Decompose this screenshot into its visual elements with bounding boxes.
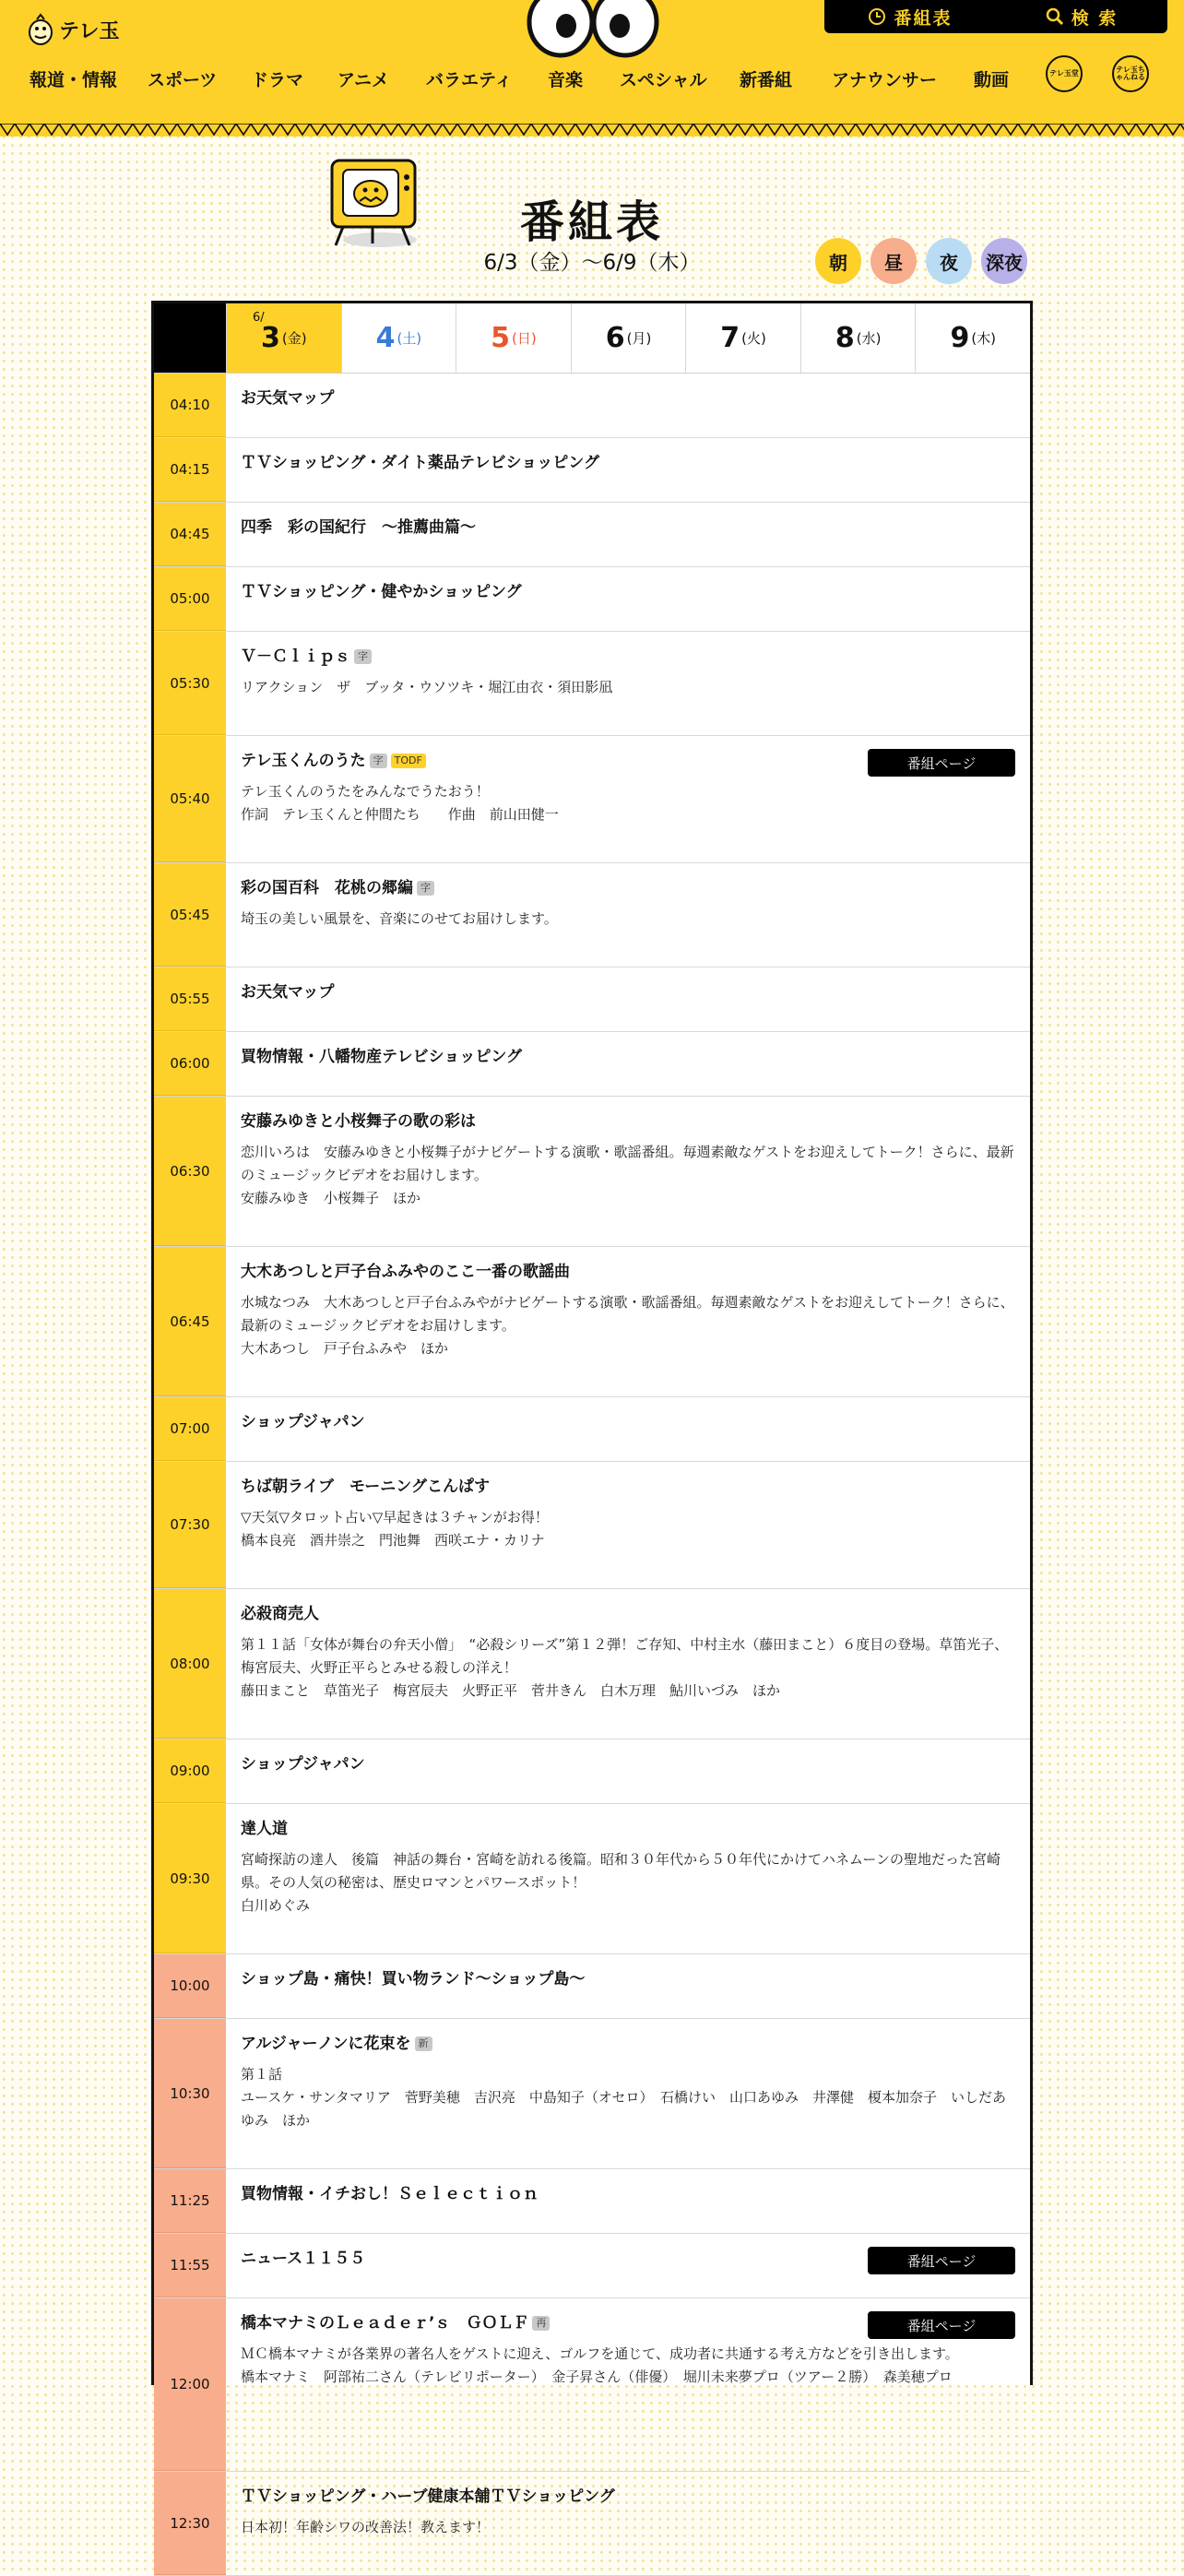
program-body [226,2234,1030,2297]
teletama-channel-badge[interactable]: テレ玉ちゃんねる [1112,55,1149,92]
program-title-text: ＴＶショッピング・ハーブ健康本舗ＴＶショッピング [241,2487,615,2506]
day-tab-6[interactable] [915,303,1030,373]
day-number: 8 [835,322,855,354]
program-description-line: 日本初！年齢シワの改善法！教えます！ [241,2519,491,2535]
program-description-line: テレ玉くんのうたをみんなでうたおう！ [241,783,490,800]
program-body [226,503,1030,566]
program-title-text: 彩の国百科 花桃の郷編 [241,879,413,897]
clock-icon [868,7,886,26]
program-title[interactable] [241,1262,1015,1282]
nav-anime[interactable]: アニメ [337,70,390,90]
day-weekday: (月) [626,330,652,347]
program-description [241,2063,1015,2132]
program-description-line: 橋本マナミ 阿部祐二さん（テレビリポーター） 金子昇さん（俳優） 堀川未来夢プロ（ツアー２勝） 森美穂プロ [241,2368,953,2385]
day-tab-2[interactable] [456,303,571,373]
program-description [241,780,1015,826]
program-row[interactable] [154,2234,1030,2298]
date-range: 6/3（金）〜6/9（木） [483,251,701,275]
program-description [241,1291,1015,1360]
program-row[interactable] [154,2019,1030,2169]
program-body [226,1954,1030,2018]
header-zigzag-edge [0,124,1184,138]
program-time: 07:00 [154,1397,226,1461]
program-body [226,438,1030,502]
schedule-link-label: 番組表 [894,7,953,29]
program-list [154,374,1030,2576]
program-description-line: 橋本良亮 酒井崇之 門池舞 西咲エナ・カリナ [241,1532,545,1549]
program-page-button[interactable]: 番組ページ [868,2311,1015,2339]
day-number: 7 [720,322,740,354]
noon-button[interactable]: 昼 [870,238,917,284]
program-body [226,1097,1030,1246]
program-description-line: 恋川いろは 安藤みゆきと小桜舞子がナビゲートする演歌・歌謡番組。毎週素敵なゲストをお迎えしてトーク！さらに、最新のミュージックビデオをお届けします。 [241,1144,1014,1183]
program-description-line: ▽天気▽タロット占い▽早起きは３チャンがお得！ [241,1509,549,1525]
nav-news[interactable]: 報道・情報 [30,70,118,90]
program-description [241,2516,1015,2539]
program-body [226,632,1030,735]
program-body [226,1804,1030,1953]
program-description-line: リアクション ザ ブッタ・ウソツキ・堀江由衣・須田影凪 [241,679,613,695]
nav-special[interactable]: スペシャル [620,70,707,90]
program-row[interactable] [154,632,1030,736]
program-time: 09:00 [154,1739,226,1803]
program-title-text: ＴＶショッピング・ダイト薬品テレビショッピング [241,454,599,472]
program-row[interactable] [154,1032,1030,1097]
program-time: 11:55 [154,2234,226,2297]
program-row[interactable] [154,1954,1030,2019]
day-tabs-corner [154,303,226,373]
program-title-text: ショップ島・痛快！買い物ランド～ショップ島～ [241,1970,586,1988]
program-description [241,1506,1015,1552]
program-title[interactable] [241,1047,1015,1067]
program-body [226,567,1030,631]
main-nav [0,66,1184,94]
program-title[interactable] [241,1969,1015,1989]
program-body [226,1247,1030,1396]
program-title[interactable] [241,647,1015,667]
program-title-text: お天気マップ [241,389,335,408]
day-weekday: (火) [741,330,766,347]
program-description-line: 大木あつし 戸子台ふみや ほか [241,1340,449,1357]
day-weekday: (金) [281,330,307,347]
schedule-link[interactable] [824,5,996,30]
program-title[interactable] [241,2184,1015,2204]
program-time: 08:00 [154,1589,226,1739]
program-body [226,374,1030,437]
nav-drama[interactable]: ドラマ [251,70,304,90]
program-row[interactable] [154,736,1030,863]
program-description [241,908,1015,931]
day-month: 6/ [253,311,265,325]
program-title-text: テレ玉くんのうた [241,752,366,770]
program-body [226,967,1030,1031]
program-title-text: 四季 彩の国紀行 ～推薦曲篇～ [241,518,476,537]
program-title[interactable] [241,1819,1015,1839]
program-title[interactable] [241,982,1015,1003]
program-title-text: ショップジャパン [241,1413,365,1431]
program-description-line: 藤田まこと 草笛光子 梅宮辰夫 火野正平 菅井きん 白木万理 鮎川いづみ ほか [241,1682,781,1699]
program-title[interactable] [241,517,1015,538]
day-number: 5 [491,322,511,354]
evening-button[interactable]: 夜 [926,238,972,284]
program-time: 05:55 [154,967,226,1031]
program-time: 05:40 [154,736,226,862]
day-weekday: (水) [856,330,882,347]
program-tag: 再 [532,2316,550,2331]
page-title: 番組表 [519,196,664,248]
program-time: 11:25 [154,2169,226,2233]
program-description-line: ＭＣ橋本マナミが各業界の著名人をゲストに迎え、ゴルフを通じて、成功者に共通する考え方などを引き出します。 [241,2345,959,2362]
program-time: 12:00 [154,2298,226,2471]
program-row[interactable] [154,2298,1030,2472]
day-tab-3[interactable] [571,303,686,373]
program-description [241,676,1015,699]
program-description [241,1848,1015,1917]
program-description-line: 埼玉の美しい風景を、音楽にのせてお届けします。 [241,910,558,927]
program-time: 07:30 [154,1462,226,1588]
program-description-line: 第１話 [241,2066,283,2083]
teletama-mascot-icon [28,13,53,46]
program-row[interactable] [154,2169,1030,2234]
program-title[interactable] [241,1111,1015,1132]
program-title-text: Ｖ－Ｃｌｉｐｓ [241,647,350,666]
program-title-text: ちば朝ライブ モーニングこんぱす [241,1478,490,1496]
program-body [226,1397,1030,1461]
program-body [226,1462,1030,1588]
program-row[interactable] [154,1097,1030,1247]
program-title-text: 必殺商売人 [241,1605,319,1623]
program-description-line: 宮崎探訪の達人 後篇 神話の舞台・宮崎を訪れる後篇。昭和３０年代から５０年代にかけてハネムーンの聖地だった宮崎県。その人気の秘密は、歴史ロマンとパワースポット！ [241,1851,1000,1891]
program-title[interactable] [241,1604,1015,1624]
program-row[interactable] [154,863,1030,967]
program-time: 04:10 [154,374,226,437]
program-title-text: 安藤みゆきと小桜舞子の歌の彩は [241,1112,476,1131]
program-time: 04:15 [154,438,226,502]
program-time: 06:30 [154,1097,226,1246]
program-row[interactable] [154,1804,1030,1954]
search-link-label: 検 索 [1071,7,1119,29]
program-time: 05:45 [154,863,226,967]
program-row[interactable] [154,1739,1030,1804]
program-description [241,2343,1015,2389]
mascot-eyes-icon [524,0,662,57]
day-tab-0[interactable] [226,303,341,373]
program-body [226,2472,1030,2575]
program-row[interactable] [154,503,1030,567]
program-title-text: 橋本マナミのＬｅａｄｅｒ’ｓ ＧＯＬＦ [241,2314,529,2333]
morning-button[interactable]: 朝 [815,238,861,284]
program-title-text: お天気マップ [241,983,335,1002]
program-body [226,1589,1030,1739]
program-time: 05:00 [154,567,226,631]
program-page-button[interactable]: 番組ページ [868,749,1015,777]
program-description-line: ユースケ・サンタマリア 菅野美穂 吉沢亮 中島知子（オセロ） 石橋けい 山口あゆみ 井澤健 榎本加奈子 いしだあゆみ ほか [241,2089,1006,2129]
program-time: 05:30 [154,632,226,735]
program-time: 06:45 [154,1247,226,1396]
tv-mascot-icon [325,155,426,249]
program-description [241,1633,1015,1703]
day-tabs [154,303,1030,374]
program-row[interactable] [154,1247,1030,1397]
program-description [241,1141,1015,1210]
logo-text: テレ玉 [59,19,120,43]
program-title[interactable] [241,1412,1015,1432]
day-number: 4 [375,322,396,354]
program-row[interactable] [154,1397,1030,1462]
day-weekday: (日) [512,330,537,347]
program-row[interactable] [154,567,1030,632]
day-tab-1[interactable] [341,303,456,373]
day-weekday: (土) [397,330,422,347]
program-title[interactable] [241,1477,1015,1497]
teletama-do-badge[interactable]: テレ玉堂 [1046,55,1083,92]
program-title-text: ショップジャパン [241,1755,365,1774]
program-title-text: アルジャーノンに花束を [241,2035,411,2053]
late-night-button[interactable]: 深夜 [981,238,1027,284]
program-tag: 字 [417,881,434,896]
nav-video[interactable]: 動画 [974,70,1010,90]
program-time: 06:00 [154,1032,226,1096]
program-tag: 字 [370,754,387,768]
program-description-line: 安藤みゆき 小桜舞子 ほか [241,1190,421,1206]
program-description-line: 作詞 テレ玉くんと仲間たち 作曲 前山田健一 [241,806,559,823]
nav-sports[interactable]: スポーツ [148,70,218,90]
day-number: 6 [605,322,625,354]
program-description-line: 第１１話「女体が舞台の弁天小僧」 “必殺シリーズ”第１２弾！ご存知、中村主水（藤田まこと）６度目の登場。草笛光子、梅宮辰夫、火野正平らとみせる殺しの洋え！ [241,1636,1009,1676]
program-time: 12:30 [154,2472,226,2575]
program-row[interactable] [154,1462,1030,1589]
nav-new-programs[interactable]: 新番組 [740,70,793,90]
program-title[interactable] [241,582,1015,602]
program-title[interactable] [241,2487,1015,2507]
site-header [0,0,1184,137]
program-time: 10:00 [154,1954,226,2018]
program-title[interactable] [241,2034,1015,2054]
day-weekday: (木) [971,330,997,347]
program-title-text: 買物情報・八幡物産テレビショッピング [241,1048,522,1066]
program-body [226,2298,1030,2471]
program-row[interactable] [154,438,1030,503]
program-description-line: 白川めぐみ [241,1897,311,1914]
day-number: 9 [950,322,970,354]
program-body [226,1739,1030,1803]
program-body [226,2169,1030,2233]
program-title-text: ニュース１１５５ [241,2250,366,2268]
search-icon [1046,7,1064,26]
program-body [226,863,1030,967]
nav-announcer[interactable]: アナウンサー [832,70,938,90]
program-body [226,736,1030,862]
program-page-button[interactable]: 番組ページ [868,2247,1015,2274]
nav-music[interactable]: 音楽 [548,70,584,90]
program-title[interactable] [241,878,1015,898]
program-tag: 字 [354,649,372,664]
program-tag: 新 [415,2036,432,2051]
program-description-line: 水城なつみ 大木あつしと戸子台ふみやがナビゲートする演歌・歌謡番組。毎週素敵なゲストをお迎えしてトーク！さらに、最新のミュージックビデオをお届けします。 [241,1294,1014,1334]
program-row[interactable] [154,967,1030,1032]
day-tab-4[interactable] [685,303,800,373]
program-title[interactable] [241,388,1015,409]
program-title[interactable] [241,1754,1015,1775]
program-title-text: 達人道 [241,1820,288,1838]
program-time: 09:30 [154,1804,226,1953]
day-number: 3 [260,322,280,354]
nav-variety[interactable]: バラエティ [426,70,513,90]
program-time: 04:45 [154,503,226,566]
site-logo[interactable] [28,13,120,46]
program-title-text: 買物情報・イチおし！Ｓｅｌｅｃｔｉｏｎ [241,2185,539,2203]
program-body [226,1032,1030,1096]
program-title-text: 大木あつしと戸子台ふみやのここ一番の歌謡曲 [241,1263,570,1281]
program-tag: TODF [391,754,426,768]
time-of-day-buttons [815,238,1027,284]
program-row[interactable] [154,1589,1030,1739]
schedule-grid [151,301,1033,2535]
top-toolbar [824,0,1167,33]
program-title[interactable] [241,453,1015,473]
program-row[interactable] [154,374,1030,438]
day-tab-5[interactable] [800,303,916,373]
program-time: 10:30 [154,2019,226,2168]
program-body [226,2019,1030,2168]
search-link[interactable] [996,5,1167,30]
program-row[interactable] [154,2472,1030,2576]
program-title-text: ＴＶショッピング・健やかショッピング [241,583,522,601]
